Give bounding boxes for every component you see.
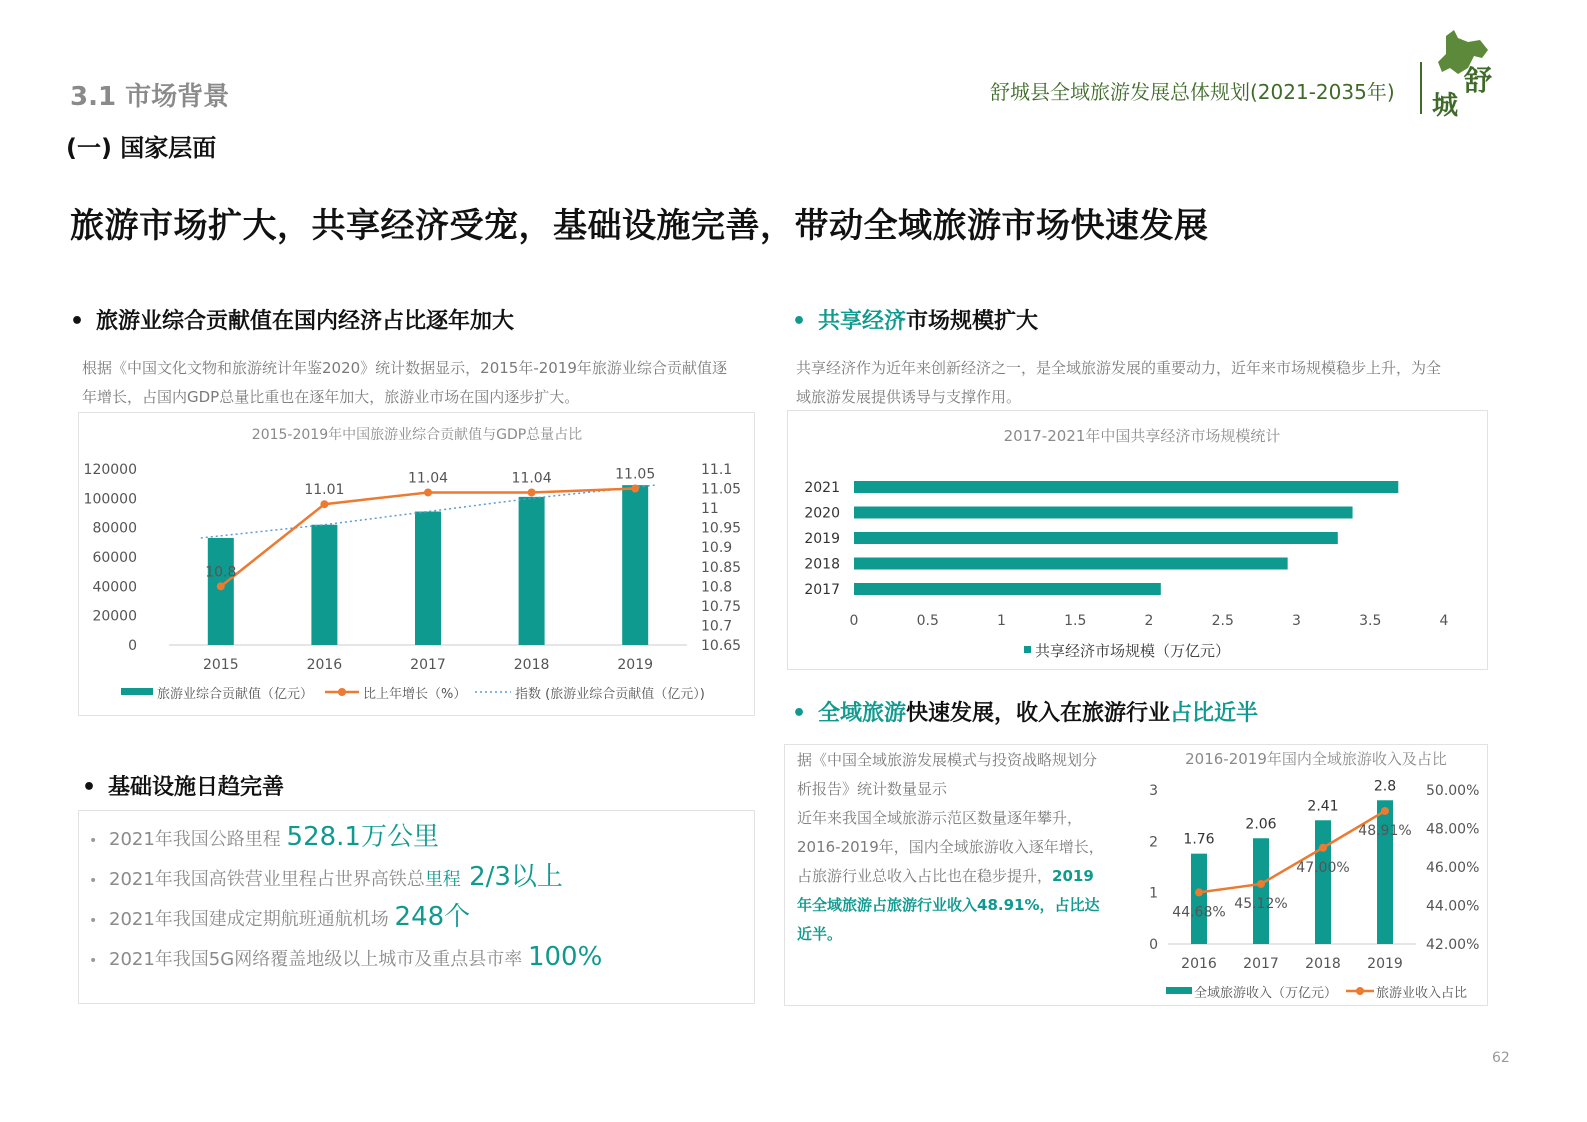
y-tick-label-left: 0 [1149, 937, 1158, 953]
chart-title: 2016-2019年国内全域旅游收入及占比 [1185, 750, 1447, 768]
para-line: 共享经济作为近年来创新经济之一，是全域旅游发展的重要动力，近年来市场规模稳步上升，为全 [796, 359, 1442, 377]
y-tick-label: 2019 [804, 531, 840, 547]
sharing-economy-heading [792, 304, 1038, 335]
data-label: 45.12% [1234, 895, 1288, 912]
logo-char-2: 城 [1432, 91, 1459, 120]
chart-title: 2017-2021年中国共享经济市场规模统计 [1003, 427, 1281, 445]
share-point [1195, 888, 1203, 896]
all-region-tourism-heading: • 全域旅游快速发展，收入在旅游行业占比近半 [792, 701, 1259, 726]
data-label: 47.00% [1296, 859, 1350, 876]
y-tick-label-right: 11.05 [701, 481, 742, 498]
legend-label: 全域旅游收入（万亿元） [1194, 986, 1338, 1001]
share-point [1319, 844, 1327, 852]
x-tick-label: 2016 [306, 657, 343, 673]
y-tick-label-right: 10.85 [701, 559, 742, 576]
growth-point [320, 500, 328, 508]
bar [1191, 854, 1207, 944]
x-tick-label: 2 [1144, 613, 1154, 629]
all-region-tourism-chart [1128, 746, 1486, 1004]
infrastructure-item: • 2021年我国公路里程 528.1万公里 [79, 817, 754, 857]
y-tick-label-left: 3 [1149, 783, 1158, 799]
y-tick-label: 2018 [804, 556, 840, 573]
x-tick-label: 2019 [1367, 956, 1403, 972]
bar [415, 512, 441, 645]
x-tick-label: 0.5 [916, 613, 939, 629]
x-tick-label: 3.5 [1359, 613, 1382, 629]
bar [854, 532, 1338, 544]
bullet-dot-icon: • [89, 873, 98, 889]
y-tick-label-right: 46.00% [1426, 860, 1480, 876]
data-label: 48.91% [1358, 822, 1412, 839]
brand-logo [1428, 28, 1492, 120]
legend-label: 共享经济市场规模（万亿元） [1035, 642, 1231, 660]
highlight-value: 100% [527, 942, 603, 972]
all-region-tourism-chart-svg [1128, 746, 1486, 1004]
x-tick-label: 2018 [1305, 956, 1341, 972]
x-tick-label: 2016 [1181, 956, 1217, 972]
heading-text: 基础设施日趋完善 [108, 775, 285, 800]
all-region-tourism-paragraph: 据《中国全域旅游发展模式与投资战略规划分 析报告》统计数量显示 近年来我国全域旅游示范区数量逐年攀升， 2016-2019年，国内全域旅游收入逐年增长， 占旅游行业总收入占比也在稳步提升，2019 年全域旅游占旅游行业收入48.91%，占比达 近半。 [797, 751, 1104, 943]
x-tick-label: 3 [1292, 613, 1301, 629]
legend-label: 旅游业收入占比 [1376, 986, 1468, 1001]
para-line: 根据《中国文化文物和旅游统计年鉴2020》统计数据显示，2015年-2019年旅游业综合贡献值逐 [82, 359, 727, 377]
tourism-contribution-paragraph [82, 354, 762, 412]
x-tick-label: 4 [1439, 613, 1449, 629]
bullet-dot-icon: • [792, 309, 807, 334]
x-tick-label: 2.5 [1211, 613, 1234, 629]
legend-label: 指数 (旅游业综合贡献值（亿元）) [515, 687, 705, 702]
page-number: 62 [1492, 1050, 1510, 1066]
bar [208, 538, 234, 645]
highlight-value: 248个 [394, 902, 471, 932]
y-tick-label-right: 11 [701, 501, 719, 518]
y-tick-label-right: 10.95 [701, 520, 742, 537]
sharing-economy-chart [787, 410, 1488, 670]
legend-swatch-bar [1024, 646, 1031, 653]
x-tick-label: 2019 [617, 657, 654, 673]
bullet-dot-icon: • [792, 701, 807, 726]
y-tick-label-left: 0 [128, 638, 137, 654]
logo-char-1: 舒 [1464, 64, 1492, 97]
legend-swatch-point [1356, 987, 1364, 995]
y-tick-label-right: 50.00% [1426, 783, 1480, 799]
subsection-title: (一) 国家层面 [66, 134, 217, 162]
infrastructure-list [78, 810, 755, 1004]
data-label: 11.01 [304, 482, 345, 499]
para-line: 域旅游发展提供诱导与支撑作用。 [796, 388, 1022, 406]
share-line [1199, 811, 1385, 892]
horse-logo-icon [1428, 28, 1492, 120]
y-tick-label-left: 20000 [92, 608, 137, 625]
infrastructure-item: • 2021年我国5G网络覆盖地级以上城市及重点县市率 100% [79, 937, 754, 977]
growth-point [217, 582, 225, 590]
y-tick-label: 2021 [804, 480, 840, 496]
bullet-dot-icon: • [89, 833, 98, 849]
heading-text: 旅游业综合贡献值在国内经济占比逐年加大 [96, 309, 515, 334]
bar [519, 497, 545, 645]
share-point [1257, 880, 1265, 888]
data-label: 44.68% [1172, 904, 1226, 921]
y-tick-label-left: 100000 [83, 491, 137, 508]
y-tick-label-right: 10.8 [701, 579, 733, 596]
bar-value-label: 2.41 [1307, 798, 1339, 815]
y-tick-label-left: 80000 [92, 520, 137, 537]
bullet-dot-icon: • [89, 913, 98, 929]
x-tick-label: 2017 [1243, 956, 1279, 972]
heading-teal-text: 共享经济 [818, 309, 907, 334]
bullet-dot-icon: • [70, 309, 85, 334]
bar-value-label: 2.8 [1373, 778, 1397, 795]
y-tick-label-right: 10.65 [701, 638, 742, 654]
infrastructure-heading [82, 770, 284, 801]
y-tick-label-right: 48.00% [1426, 821, 1480, 838]
infrastructure-item: • 2021年我国建成定期航班通航机场 248个 [79, 897, 754, 937]
heading-text: 市场规模扩大 [906, 309, 1039, 334]
tourism-contribution-heading [70, 304, 514, 335]
data-label: 11.04 [511, 470, 552, 487]
para-line: 年增长，占国内GDP总量比重也在逐年加大，旅游业市场在国内逐步扩大。 [82, 388, 580, 406]
y-tick-label-right: 44.00% [1426, 898, 1480, 915]
x-tick-label: 2018 [513, 657, 550, 673]
chart-title: 2015-2019年中国旅游业综合贡献值与GDP总量占比 [251, 427, 583, 443]
y-tick-label-left: 2 [1149, 834, 1158, 851]
highlight-value: 528.1万公里 [286, 822, 439, 852]
data-label: 10.8 [205, 564, 237, 581]
x-tick-label: 1 [997, 613, 1006, 629]
y-tick-label-right: 11.1 [701, 462, 733, 478]
bar-value-label: 2.06 [1245, 816, 1277, 833]
tourism-contribution-chart-svg [79, 413, 756, 717]
legend-swatch-bar [121, 688, 153, 695]
share-point [1381, 807, 1389, 815]
y-tick-label-left: 120000 [83, 462, 137, 478]
x-tick-label: 2017 [410, 657, 446, 673]
bar [854, 558, 1288, 570]
bar [854, 481, 1398, 493]
y-tick-label-right: 10.7 [701, 618, 733, 635]
y-tick-label-right: 42.00% [1426, 937, 1480, 953]
y-tick-label-left: 60000 [92, 550, 137, 566]
title-divider [1420, 62, 1422, 114]
data-label: 11.04 [407, 470, 449, 487]
headline: 旅游市场扩大，共享经济受宠，基础设施完善，带动全域旅游市场快速发展 [70, 206, 1209, 246]
legend-label: 比上年增长（%） [363, 687, 467, 702]
x-tick-label: 2015 [202, 657, 239, 673]
bar [1315, 820, 1331, 944]
sharing-economy-chart-svg [788, 411, 1489, 671]
y-tick-label: 2020 [804, 505, 840, 522]
y-tick-label: 2017 [804, 582, 840, 598]
growth-point [424, 488, 432, 496]
legend-swatch-point [338, 688, 346, 696]
bullet-dot-icon: • [82, 775, 97, 800]
section-title: 3.1 市场背景 [70, 82, 230, 112]
growth-point [528, 488, 536, 496]
x-tick-label: 1.5 [1064, 613, 1087, 629]
document-title: 舒城县全域旅游发展总体规划(2021-2035年) [990, 80, 1395, 104]
bar [622, 485, 648, 645]
bar [311, 525, 337, 645]
bar-value-label: 1.76 [1183, 831, 1215, 848]
legend-label: 旅游业综合贡献值（亿元） [157, 687, 314, 702]
highlight-value: 2/3以上 [460, 862, 563, 892]
bar [854, 583, 1161, 595]
y-tick-label-left: 40000 [92, 579, 137, 596]
bar [1253, 838, 1269, 944]
y-tick-label-right: 10.75 [701, 598, 742, 615]
bullet-dot-icon: • [89, 953, 98, 969]
tourism-contribution-chart [78, 412, 755, 716]
x-tick-label: 0 [849, 613, 859, 629]
y-tick-label-left: 1 [1149, 885, 1158, 902]
y-tick-label-right: 10.9 [701, 540, 733, 557]
bar [1377, 800, 1393, 944]
bar [854, 507, 1353, 519]
data-label: 11.05 [615, 466, 656, 483]
sharing-economy-paragraph [796, 354, 1486, 412]
growth-point [631, 485, 639, 493]
legend-swatch-bar [1166, 987, 1192, 994]
infrastructure-item: • 2021年我国高铁营业里程占世界高铁总里程 2/3以上 [79, 857, 754, 897]
